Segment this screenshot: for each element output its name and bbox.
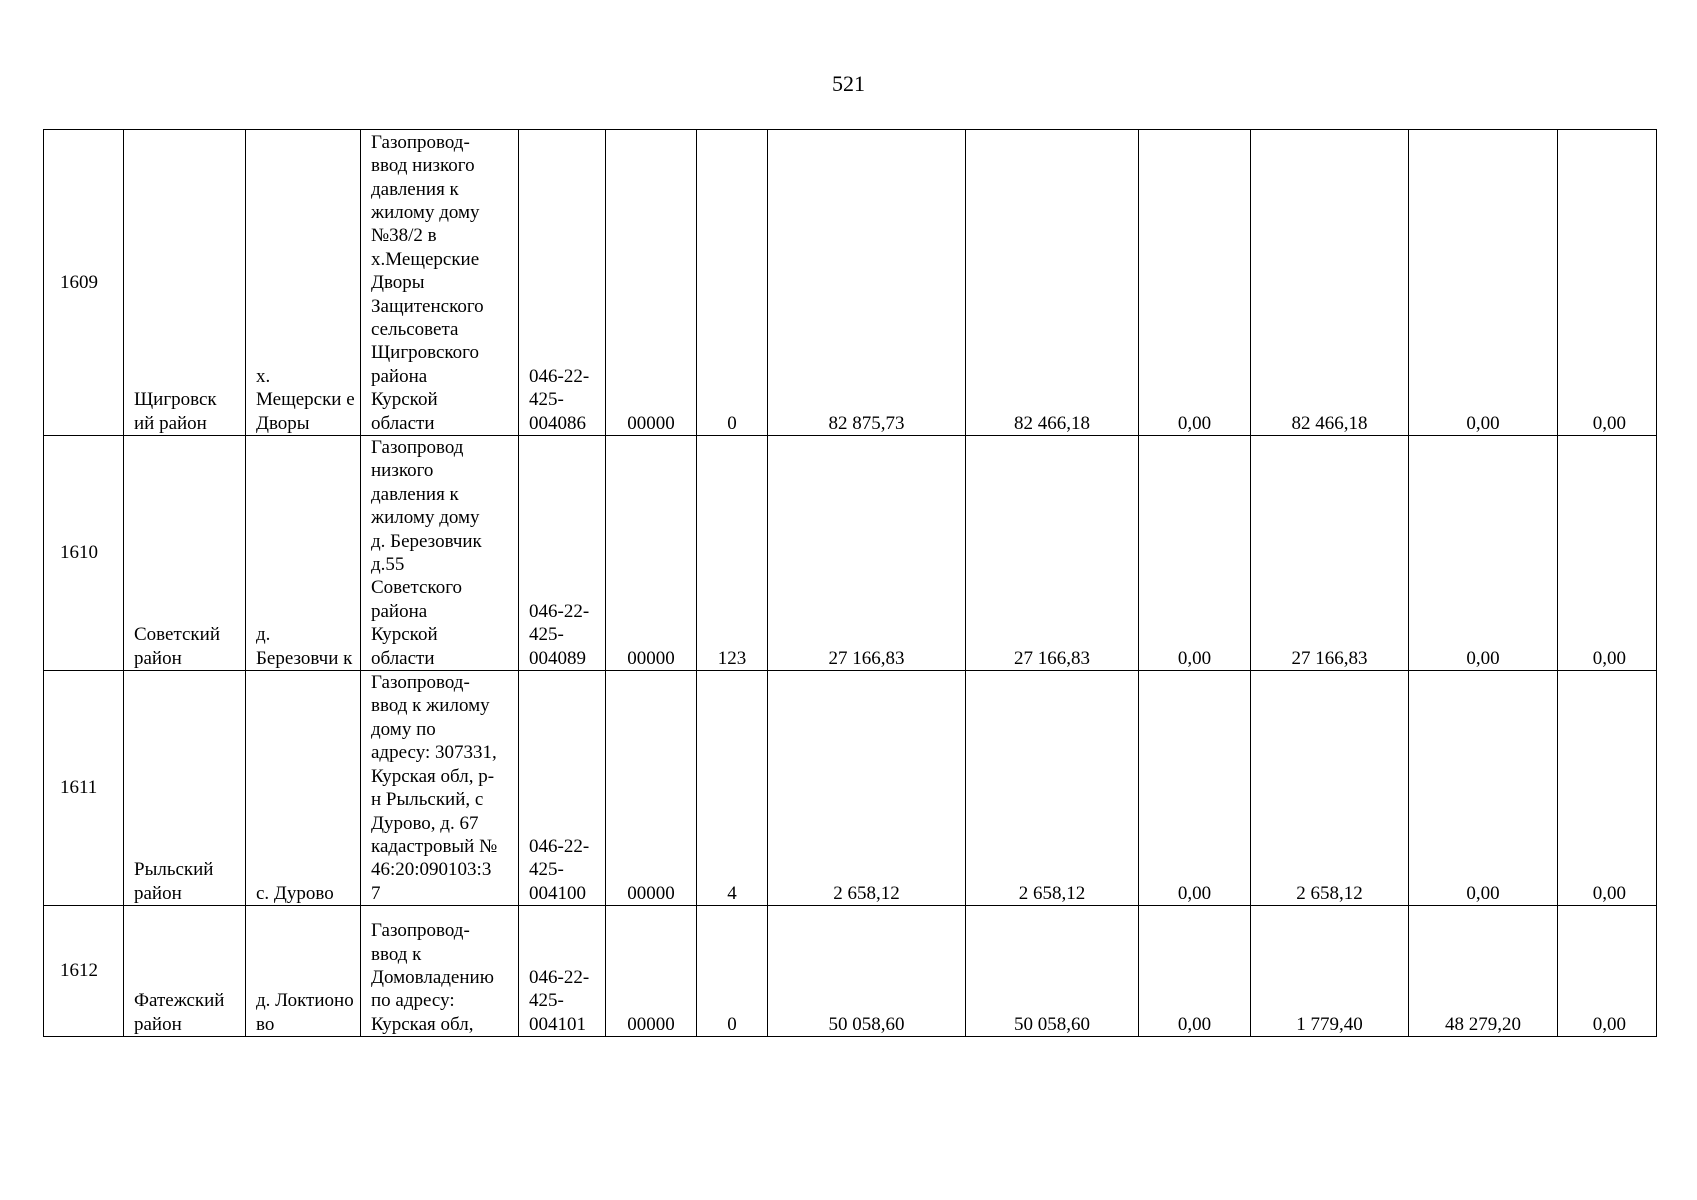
object-code-cell: 046-22- 425- 004089 [519, 436, 606, 671]
object-description-cell: Газопровод- ввод к Домовладению по адресу: Курская обл, [361, 906, 519, 1037]
value-2-cell: 50 058,60 [966, 906, 1139, 1037]
value-5-cell: 48 279,20 [1409, 906, 1558, 1037]
value-3-cell: 0,00 [1139, 130, 1251, 436]
row-number-cell: 1611 [44, 671, 124, 906]
table-row [44, 906, 1657, 1037]
district-cell: Рыльский район [124, 671, 246, 906]
value-4-cell: 82 466,18 [1251, 130, 1409, 436]
district-cell: Фатежский район [124, 906, 246, 1037]
quantity-cell: 0 [697, 906, 768, 1037]
zero-code-cell: 00000 [606, 130, 697, 436]
value-4-cell: 1 779,40 [1251, 906, 1409, 1037]
object-code-cell: 046-22- 425- 004086 [519, 130, 606, 436]
value-1-cell: 2 658,12 [768, 671, 966, 906]
district-cell: Советский район [124, 436, 246, 671]
value-6-cell: 0,00 [1558, 436, 1657, 671]
value-6-cell: 0,00 [1558, 671, 1657, 906]
value-6-cell: 0,00 [1558, 130, 1657, 436]
value-4-cell: 27 166,83 [1251, 436, 1409, 671]
page-number: 521 [832, 71, 865, 96]
quantity-cell: 4 [697, 671, 768, 906]
locality-cell: х. Мещерски е Дворы [246, 130, 361, 436]
table-row [44, 436, 1657, 671]
object-code-cell: 046-22- 425- 004101 [519, 906, 606, 1037]
locality-cell: д. Локтионо во [246, 906, 361, 1037]
quantity-cell: 0 [697, 130, 768, 436]
table-row [44, 130, 1657, 436]
object-description-cell: Газопровод- ввод к жилому дому по адресу: 307331, Курская обл, р- н Рыльский, с Дурово, д. 67 кадастровый № 46:20:090103:3 7 [361, 671, 519, 906]
locality-cell: д. Березовчи к [246, 436, 361, 671]
value-1-cell: 27 166,83 [768, 436, 966, 671]
value-2-cell: 27 166,83 [966, 436, 1139, 671]
row-number-cell: 1610 [44, 436, 124, 671]
locality-cell: с. Дурово [246, 671, 361, 906]
object-description-cell: Газопровод низкого давления к жилому дому д. Березовчик д.55 Советского района Курской области [361, 436, 519, 671]
row-number-cell: 1612 [44, 906, 124, 1037]
value-3-cell: 0,00 [1139, 436, 1251, 671]
object-code-cell: 046-22- 425- 004100 [519, 671, 606, 906]
value-2-cell: 82 466,18 [966, 130, 1139, 436]
quantity-cell: 123 [697, 436, 768, 671]
district-cell: Щигровск ий район [124, 130, 246, 436]
zero-code-cell: 00000 [606, 906, 697, 1037]
value-1-cell: 50 058,60 [768, 906, 966, 1037]
value-2-cell: 2 658,12 [966, 671, 1139, 906]
value-3-cell: 0,00 [1139, 906, 1251, 1037]
zero-code-cell: 00000 [606, 436, 697, 671]
row-number-cell: 1609 [44, 130, 124, 436]
zero-code-cell: 00000 [606, 671, 697, 906]
value-5-cell: 0,00 [1409, 671, 1558, 906]
table-row [44, 671, 1657, 906]
value-3-cell: 0,00 [1139, 671, 1251, 906]
value-5-cell: 0,00 [1409, 436, 1558, 671]
object-description-cell: Газопровод- ввод низкого давления к жилому дому №38/2 в х.Мещерские Дворы Защитенского сельсовета Щигровского района Курской области [361, 130, 519, 436]
value-6-cell: 0,00 [1558, 906, 1657, 1037]
registry-table [43, 129, 1657, 1037]
value-5-cell: 0,00 [1409, 130, 1558, 436]
value-4-cell: 2 658,12 [1251, 671, 1409, 906]
value-1-cell: 82 875,73 [768, 130, 966, 436]
